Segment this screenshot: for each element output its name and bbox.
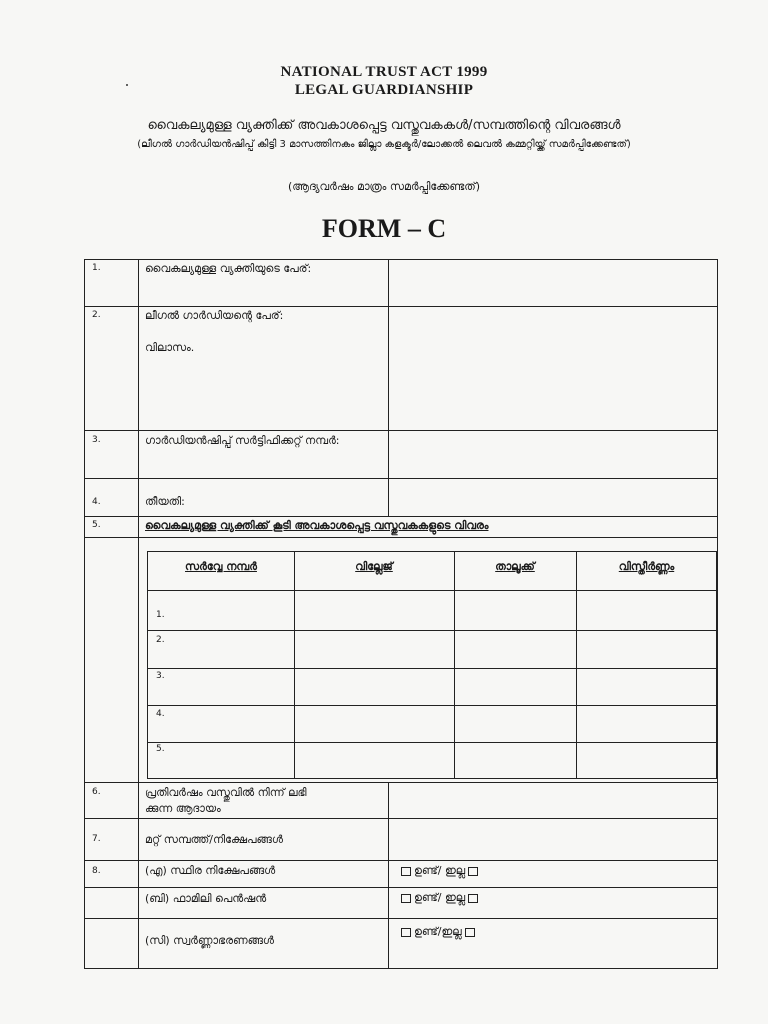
family-pension-yes-no — [398, 891, 481, 905]
address-label: വിലാസം. — [145, 341, 195, 354]
date-label: തീയതി: — [145, 495, 185, 508]
survey-number-header: സർവ്വേ നമ്പർ — [185, 560, 257, 573]
row-divider — [84, 860, 718, 861]
property-table — [147, 551, 717, 779]
area-header: വിസ്തീർണ്ണം — [618, 560, 675, 573]
grid-row-number: 3. — [156, 671, 165, 681]
row-divider — [84, 478, 718, 479]
row-number: 1. — [92, 263, 101, 273]
yes-no-text: ഉണ്ട്/ ഇല്ല — [414, 891, 466, 904]
grid-row-number: 2. — [156, 635, 165, 645]
grid-row-number: 4. — [156, 709, 165, 719]
value-column-divider-bottom — [388, 782, 389, 969]
annual-income-label-continued: ക്കുന്ന ആദായം — [145, 802, 221, 815]
grid-column-divider — [454, 552, 455, 778]
no-checkbox[interactable] — [468, 867, 478, 876]
family-pension-label: (ബി) ഫാമിലി പെൻഷൻ — [145, 892, 267, 905]
annual-income-label: പ്രതിവർഷം വസ്തുവിൽ നിന്ന് ലഭി — [145, 786, 307, 799]
row-divider — [84, 782, 718, 783]
grid-row-number: 1. — [156, 610, 165, 620]
yes-checkbox[interactable] — [401, 867, 411, 876]
yes-no-text: ഉണ്ട്/ഇല്ല — [414, 925, 462, 938]
row-divider — [84, 918, 718, 919]
guardian-name-label: ലീഗൽ ഗാർഡിയന്റെ പേര്: — [145, 309, 284, 322]
number-column-divider — [138, 259, 139, 969]
grid-row-divider — [148, 630, 716, 631]
grid-column-divider — [576, 552, 577, 778]
grid-row-divider — [148, 590, 716, 591]
fixed-deposits-label: (എ) സ്ഥിര നിക്ഷേപങ്ങൾ — [145, 864, 276, 877]
yes-checkbox[interactable] — [401, 894, 411, 903]
yes-checkbox[interactable] — [401, 928, 411, 937]
table-border-right — [717, 259, 718, 969]
row-number: 5. — [92, 520, 101, 530]
row-divider — [84, 537, 718, 538]
grid-column-divider — [294, 552, 295, 778]
row-number: 8. — [92, 866, 101, 876]
malayalam-subheading: (ലീഗൽ ഗാർഡിയൻഷിപ്പ് കിട്ടി 3 മാസത്തിനകം ജില്ലാ കളക്ടർ/ലോക്കൽ ലെവൽ കമ്മറ്റിയ്ക്ക് സമർപ്പിക്കേണ്ടത്) — [137, 139, 631, 150]
property-details-label: വൈകല്യമുള്ള വ്യക്തിക്ക് കൂടി അവകാശപ്പെട്ട വസ്തുവകകളുടെ വിവരം — [145, 519, 489, 532]
fixed-deposits-yes-no — [398, 864, 481, 878]
certificate-number-label: ഗാർഡിയൻഷിപ്പ് സർട്ടിഫിക്കറ്റ് നമ്പർ: — [145, 434, 340, 447]
taluk-header: താലൂക്ക് — [495, 560, 535, 573]
no-checkbox[interactable] — [468, 894, 478, 903]
title-line-2: LEGAL GUARDIANSHIP — [294, 82, 474, 98]
village-header: വില്ലേജ് — [355, 560, 393, 573]
gold-ornaments-yes-no — [398, 925, 478, 939]
row-divider — [84, 887, 718, 888]
table-border-bottom — [84, 968, 718, 969]
grid-row-divider — [148, 668, 716, 669]
yes-no-text: ഉണ്ട്/ ഇല്ല — [414, 864, 466, 877]
gold-ornaments-label: (സി) സ്വർണ്ണാഭരണങ്ങൾ — [145, 934, 274, 947]
grid-row-divider — [148, 705, 716, 706]
row-number: 2. — [92, 310, 101, 320]
row-number: 4. — [92, 497, 101, 507]
grid-row-number: 5. — [156, 744, 165, 754]
row-number: 7. — [92, 834, 101, 844]
grid-row-divider — [148, 742, 716, 743]
title-line-1: NATIONAL TRUST ACT 1999 — [280, 64, 488, 80]
disabled-person-name-label: വൈകല്യമുള്ള വ്യക്തിയുടെ പേര്: — [145, 262, 312, 275]
row-divider — [84, 430, 718, 431]
other-assets-label: മറ്റ് സമ്പത്ത്/നിക്ഷേപങ്ങൾ — [145, 833, 283, 846]
first-year-note: (ആദ്യവർഷം മാത്രം സമർപ്പിക്കേണ്ടത്) — [287, 180, 481, 193]
malayalam-heading: വൈകല്യമുള്ള വ്യക്തിക്ക് അവകാശപ്പെട്ട വസ്തുവകകൾ/സമ്പത്തിന്റെ വിവരങ്ങൾ — [147, 118, 621, 133]
row-divider — [84, 818, 718, 819]
no-checkbox[interactable] — [465, 928, 475, 937]
table-border-left — [84, 259, 85, 969]
row-number: 3. — [92, 435, 101, 445]
form-title: FORM – C — [321, 214, 447, 243]
row-number: 6. — [92, 787, 101, 797]
